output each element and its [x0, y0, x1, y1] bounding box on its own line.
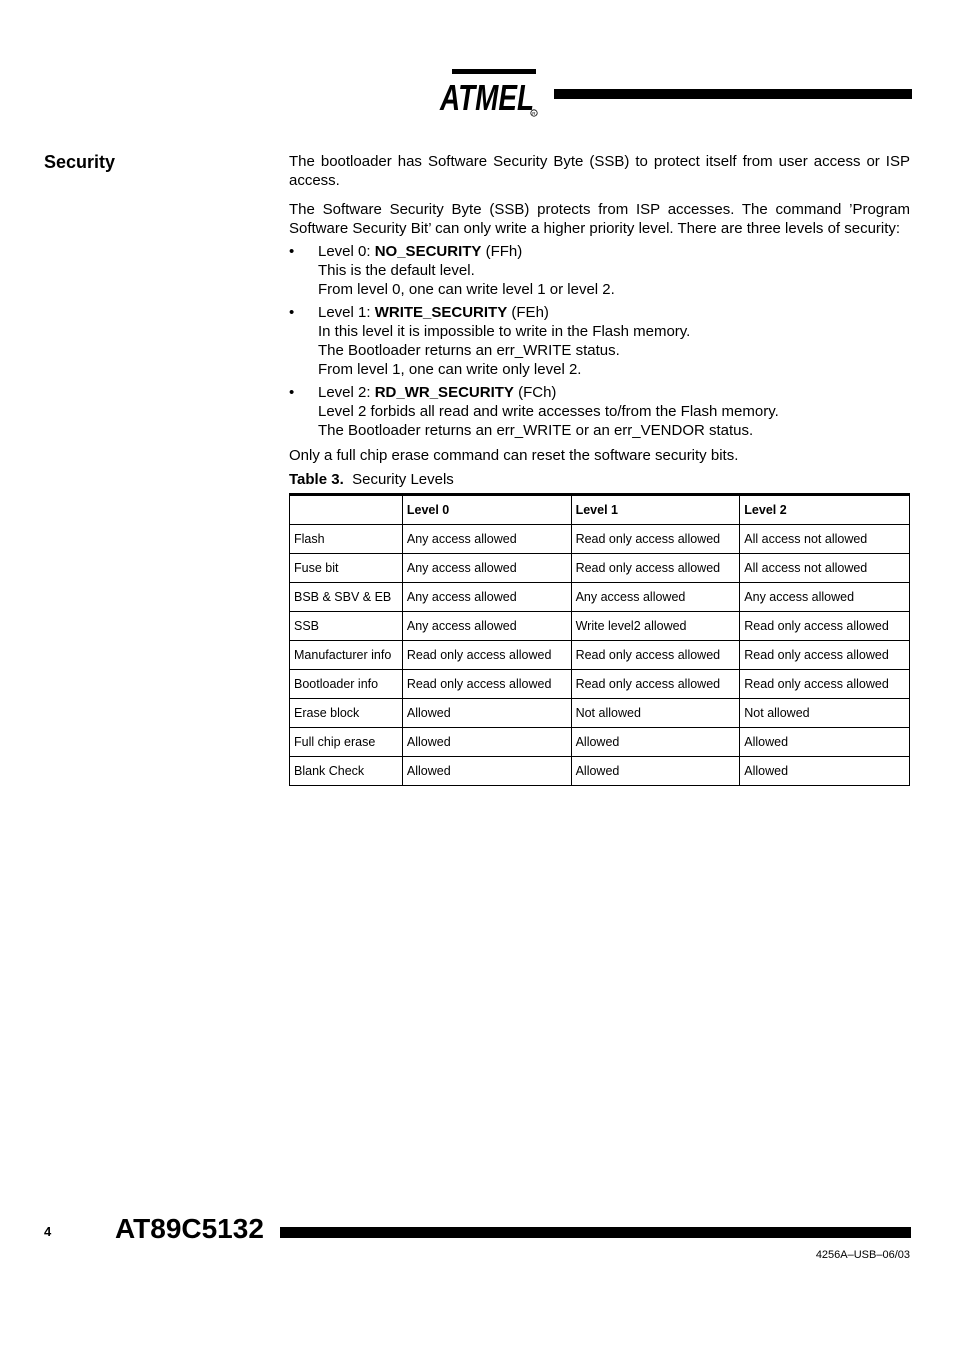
- row-label-cell: Bootloader info: [290, 670, 403, 699]
- table-header-cell: Level 1: [571, 495, 740, 525]
- table-caption: [289, 471, 910, 488]
- table-row: [290, 699, 910, 728]
- table-row: [290, 554, 910, 583]
- level-description: From level 1, one can write only level 2.: [318, 361, 582, 378]
- level-2-item: [289, 383, 910, 440]
- table-header-cell: [290, 495, 403, 525]
- bullet: •: [289, 243, 295, 260]
- level-description: Level 2 forbids all read and write accesses to/from the Flash memory.: [318, 403, 779, 420]
- svg-text:R: R: [532, 111, 536, 116]
- table-cell: Any access allowed: [402, 525, 571, 554]
- table-cell: Read only access allowed: [571, 641, 740, 670]
- table-caption-title: Security Levels: [352, 471, 454, 488]
- table-cell: Any access allowed: [402, 583, 571, 612]
- table-cell: Any access allowed: [740, 583, 910, 612]
- section-content: [289, 152, 910, 786]
- level-code: (FFh): [481, 243, 523, 260]
- security-levels-table: [289, 493, 910, 786]
- bullet: •: [289, 304, 295, 321]
- level-code: (FEh): [507, 304, 549, 321]
- table-cell: Read only access allowed: [571, 525, 740, 554]
- row-label-cell: Fuse bit: [290, 554, 403, 583]
- level-1-item: [289, 303, 910, 379]
- table-row: [290, 757, 910, 786]
- row-label-cell: Erase block: [290, 699, 403, 728]
- level-code: (FCh): [513, 384, 557, 401]
- svg-text:ATMEL: ATMEL: [439, 77, 534, 118]
- level-name: WRITE_SECURITY: [374, 304, 508, 321]
- table-cell: Any access allowed: [402, 554, 571, 583]
- table-cell: Any access allowed: [571, 583, 740, 612]
- bullet: •: [289, 384, 295, 401]
- table-cell: Read only access allowed: [402, 670, 571, 699]
- table-cell: Allowed: [571, 757, 740, 786]
- level-description: From level 0, one can write level 1 or level 2.: [318, 281, 615, 298]
- table-header-cell: Level 0: [402, 495, 571, 525]
- table-cell: Not allowed: [571, 699, 740, 728]
- table-cell: Read only access allowed: [740, 670, 910, 699]
- table-row: [290, 728, 910, 757]
- section-heading: Security: [44, 152, 116, 172]
- level-title: [318, 383, 910, 402]
- table-header-row: [290, 495, 910, 525]
- footer-rule: [280, 1227, 911, 1238]
- level-description: The Bootloader returns an err_WRITE or an err_VENDOR status.: [318, 422, 754, 439]
- table-cell: All access not allowed: [740, 525, 910, 554]
- level-name: RD_WR_SECURITY: [374, 384, 514, 401]
- row-label-cell: SSB: [290, 612, 403, 641]
- row-label-cell: Blank Check: [290, 757, 403, 786]
- table-cell: Read only access allowed: [740, 641, 910, 670]
- table-cell: Any access allowed: [402, 612, 571, 641]
- row-label-cell: Manufacturer info: [290, 641, 403, 670]
- header-rule: [554, 89, 912, 99]
- table-cell: Read only access allowed: [571, 554, 740, 583]
- ssb-paragraph: The Software Security Byte (SSB) protects from ISP accesses. The command ’Program Software Security Bit’ can only write a higher priority level. There are three levels of security:: [289, 201, 910, 237]
- table-cell: Allowed: [402, 699, 571, 728]
- row-label-cell: Flash: [290, 525, 403, 554]
- table-header-cell: Level 2: [740, 495, 910, 525]
- table-body: [290, 525, 910, 786]
- table-row: [290, 670, 910, 699]
- row-label-cell: BSB & SBV & EB: [290, 583, 403, 612]
- erase-paragraph: Only a full chip erase command can reset the software security bits.: [289, 447, 739, 464]
- table-cell: Not allowed: [740, 699, 910, 728]
- product-name: AT89C5132: [115, 1213, 264, 1244]
- table-cell: Allowed: [740, 728, 910, 757]
- security-level-list: [289, 242, 910, 440]
- row-label-cell: Full chip erase: [290, 728, 403, 757]
- table-caption-number: Table 3.: [289, 471, 344, 488]
- table-cell: Read only access allowed: [402, 641, 571, 670]
- table-cell: Allowed: [740, 757, 910, 786]
- table-cell: Allowed: [402, 728, 571, 757]
- level-name: NO_SECURITY: [374, 243, 482, 260]
- level-description: The Bootloader returns an err_WRITE status.: [318, 342, 620, 359]
- level-title: [318, 303, 910, 322]
- document-code: 4256A–USB–06/03: [815, 1249, 910, 1261]
- table-row: [290, 641, 910, 670]
- level-description: This is the default level.: [318, 262, 475, 279]
- table-cell: Read only access allowed: [571, 670, 740, 699]
- level-prefix: Level 0:: [318, 243, 375, 260]
- atmel-logo: [438, 66, 542, 120]
- table-cell: Allowed: [402, 757, 571, 786]
- level-0-item: [289, 242, 910, 299]
- level-description: In this level it is impossible to write in the Flash memory.: [318, 323, 691, 340]
- table-cell: Write level2 allowed: [571, 612, 740, 641]
- table-row: [290, 525, 910, 554]
- level-title: [318, 242, 910, 261]
- table-cell: All access not allowed: [740, 554, 910, 583]
- level-prefix: Level 2:: [318, 384, 375, 401]
- table-cell: Allowed: [571, 728, 740, 757]
- table-cell: Read only access allowed: [740, 612, 910, 641]
- level-prefix: Level 1:: [318, 304, 375, 321]
- page-number: 4: [44, 1224, 52, 1239]
- intro-paragraph: The bootloader has Software Security Byte (SSB) to protect itself from user access or ISP access.: [289, 153, 910, 189]
- table-row: [290, 612, 910, 641]
- table-row: [290, 583, 910, 612]
